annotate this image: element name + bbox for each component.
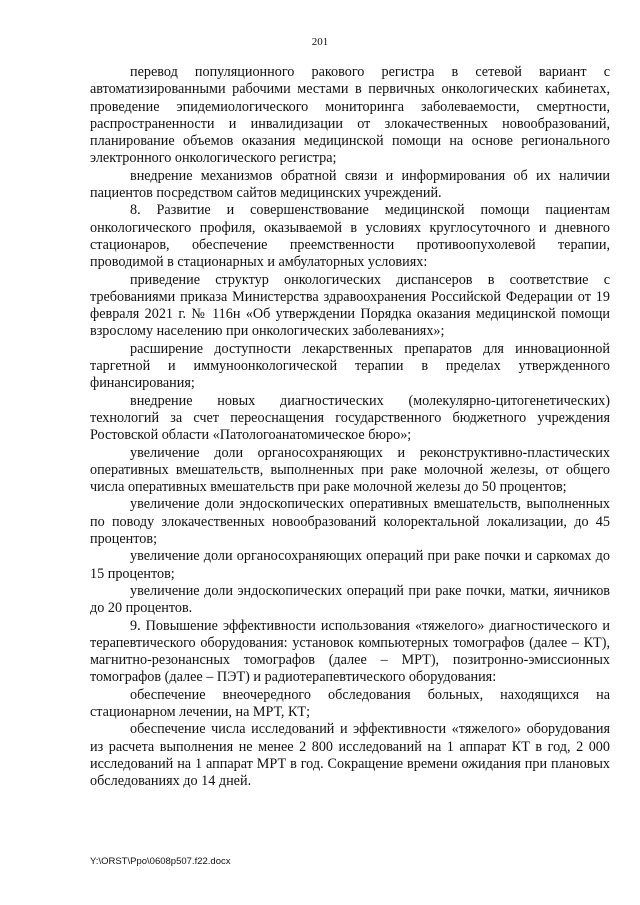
paragraph: 9. Повышение эффективности использования «тяжелого» диагностического и терапевтического оборудования: установок компьютерных томографов (далее – КТ), магнитно-резонансных томографов (далее – МРТ), позитронно-эмиссионных томографов (далее – ПЭТ) и радиотерапевтического оборудования: bbox=[90, 617, 610, 686]
footer-file-path: Y:\ORST\Ppo\0608p507.f22.docx bbox=[90, 856, 231, 867]
paragraph: внедрение новых диагностических (молекулярно-цитогенетических) технологий за счет переоснащения государственного бюджетного учреждения Ростовской области «Патологоанатомическое бюро»; bbox=[90, 392, 610, 444]
page-number: 201 bbox=[311, 36, 329, 48]
paragraph: увеличение доли органосохраняющих и реконструктивно-пластических оперативных вмешательств, выполненных при раке молочной железы, от общего числа оперативных вмешательств при раке молочной железы до 50 процентов; bbox=[90, 444, 610, 496]
paragraph: обеспечение внеочередного обследования больных, находящихся на стационарном лечении, на МРТ, КТ; bbox=[90, 686, 610, 720]
paragraph: увеличение доли эндоскопических оперативных вмешательств, выполненных по поводу злокачественных новообразований колоректальной локализации, до 45 процентов; bbox=[90, 496, 610, 548]
paragraph: обеспечение числа исследований и эффективности «тяжелого» оборудования из расчета выполнения не менее 2 800 исследований на 1 аппарат КТ в год, 2 000 исследований на 1 аппарат МРТ в год. Сокращение времени ожидания при плановых обследованиях до 14 дней. bbox=[90, 721, 610, 790]
paragraph: приведение структур онкологических диспансеров в соответствие с требованиями приказа Министерства здравоохранения Российской Федерации от 19 февраля 2021 г. № 116н «Об утверждении Порядка оказания медицинской помощи взрослому населению при онкологических заболеваниях»; bbox=[90, 271, 610, 340]
paragraph: 8. Развитие и совершенствование медицинской помощи пациентам онкологического профиля, оказываемой в условиях круглосуточного и дневного стационаров, обеспечение преемственности противоопухолевой терапии, проводимой в стационарных и амбулаторных условиях: bbox=[90, 202, 610, 271]
document-body bbox=[90, 64, 610, 790]
paragraph: внедрение механизмов обратной связи и информирования об их наличии пациентов посредством сайтов медицинских учреждений. bbox=[90, 167, 610, 202]
paragraph: увеличение доли органосохраняющих операций при раке почки и саркомах до 15 процентов; bbox=[90, 548, 610, 582]
paragraph: увеличение доли эндоскопических операций при раке почки, матки, яичников до 20 процентов. bbox=[90, 582, 610, 617]
paragraph: перевод популяционного ракового регистра в сетевой вариант с автоматизированными рабочими местами в первичных онкологических кабинетах, проведение эпидемиологического мониторинга заболеваемости, смертности, распространенности и инвалидизации от злокачественных новообразований, планирование объемов оказания медицинской помощи на основе регионального электронного онкологического регистра; bbox=[90, 64, 610, 167]
paragraph: расширение доступности лекарственных препаратов для инновационной таргетной и иммуноонкологической терапии в пределах утвержденного финансирования; bbox=[90, 340, 610, 392]
